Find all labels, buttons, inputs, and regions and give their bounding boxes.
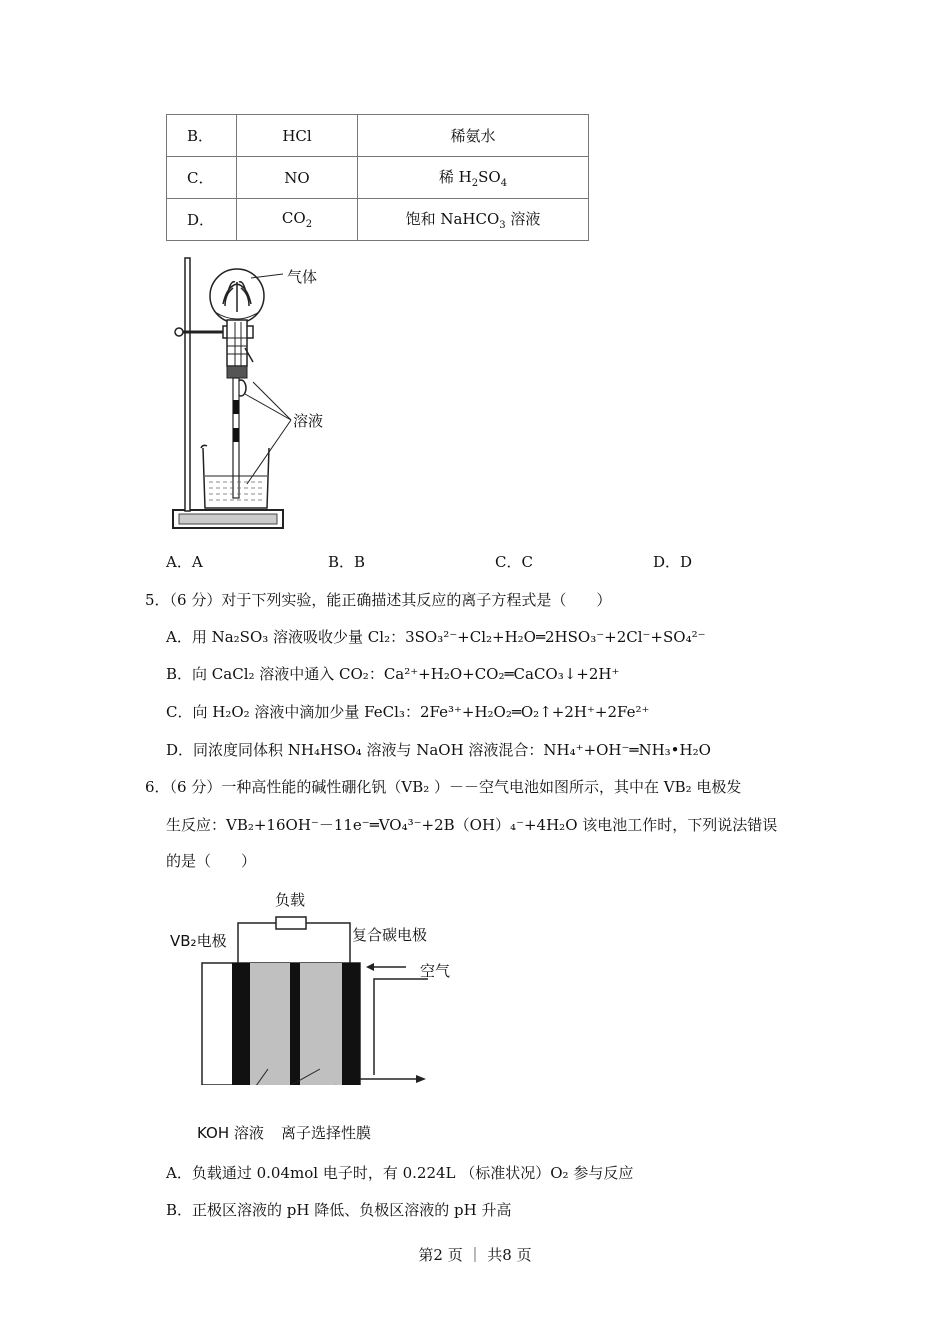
- row-label: C．: [167, 157, 237, 199]
- q4-choice-d: D．D: [653, 553, 693, 571]
- q6-stem-line3: 的是（ ）: [166, 852, 257, 870]
- options-table: [166, 114, 589, 241]
- vb2-electrode-label: VB₂电极: [170, 932, 227, 950]
- q5-stem: 5．（6 分）对于下列实验，能正确描述其反应的离子方程式是（ ）: [145, 591, 612, 609]
- q4-choice-c: C．C: [495, 553, 533, 571]
- membrane-label: 离子选择性膜: [281, 1124, 372, 1142]
- koh-label: KOH 溶液: [197, 1124, 264, 1142]
- row-gas: HCl: [237, 115, 358, 157]
- gas-label: 气体: [287, 268, 318, 286]
- fountain-apparatus-figure: [165, 252, 345, 534]
- q4-choice-b: B．B: [328, 553, 366, 571]
- table-row: [167, 115, 589, 157]
- table-row: [167, 157, 589, 199]
- row-solution: 稀氨水: [358, 115, 589, 157]
- q5-option-a: A．用 Na₂SO₃ 溶液吸收少量 Cl₂：3SO₃²⁻+Cl₂+H₂O═2HSO₃⁻+2Cl⁻+SO₄²⁻: [166, 628, 706, 646]
- row-solution: 稀 $H_2SO_4$: [358, 157, 589, 199]
- row-label: B．: [167, 115, 237, 157]
- q5-option-d: D．同浓度同体积 NH₄HSO₄ 溶液与 NaOH 溶液混合：NH₄⁺+OH⁻═NH₃•H₂O: [166, 741, 711, 759]
- q6-stem-line1: 6．（6 分）一种高性能的碱性硼化钒（VB₂ ）－－空气电池如图所示，其中在 VB₂ 电极发: [145, 778, 742, 796]
- q5-option-b: B．向 CaCl₂ 溶液中通入 CO₂：Ca²⁺+H₂O+CO₂═CaCO₃↓+2H⁺: [166, 665, 620, 683]
- carbon-electrode-label: 复合碳电极: [352, 926, 428, 944]
- row-gas: $CO_2$: [237, 199, 358, 241]
- q4-choice-a: A．A: [166, 553, 203, 571]
- solution-label: 溶液: [293, 412, 324, 430]
- q6-option-a: A．负载通过 0.04mol 电子时，有 0.224L （标准状况）O₂ 参与反应: [166, 1164, 634, 1182]
- row-solution: 饱和 NaHCO$_3$ 溶液: [358, 199, 589, 241]
- q6-stem-line2: 生反应：VB₂+16OH⁻－11e⁻═VO₄³⁻+2B（OH）₄⁻+4H₂O 该电池工作时，下列说法错误: [166, 816, 778, 834]
- table-row: [167, 199, 589, 241]
- q5-option-c: C．向 H₂O₂ 溶液中滴加少量 FeCl₃：2Fe³⁺+H₂O₂═O₂↑+2H⁺+2Fe²⁺: [166, 703, 650, 721]
- page-footer: 第2 页 ｜ 共8 页: [418, 1246, 532, 1264]
- row-label: D．: [167, 199, 237, 241]
- air-label: 空气: [420, 962, 451, 980]
- load-label: 负载: [275, 891, 306, 909]
- q6-option-b: B．正极区溶液的 pH 降低、负极区溶液的 pH 升高: [166, 1201, 512, 1219]
- row-gas: NO: [237, 157, 358, 199]
